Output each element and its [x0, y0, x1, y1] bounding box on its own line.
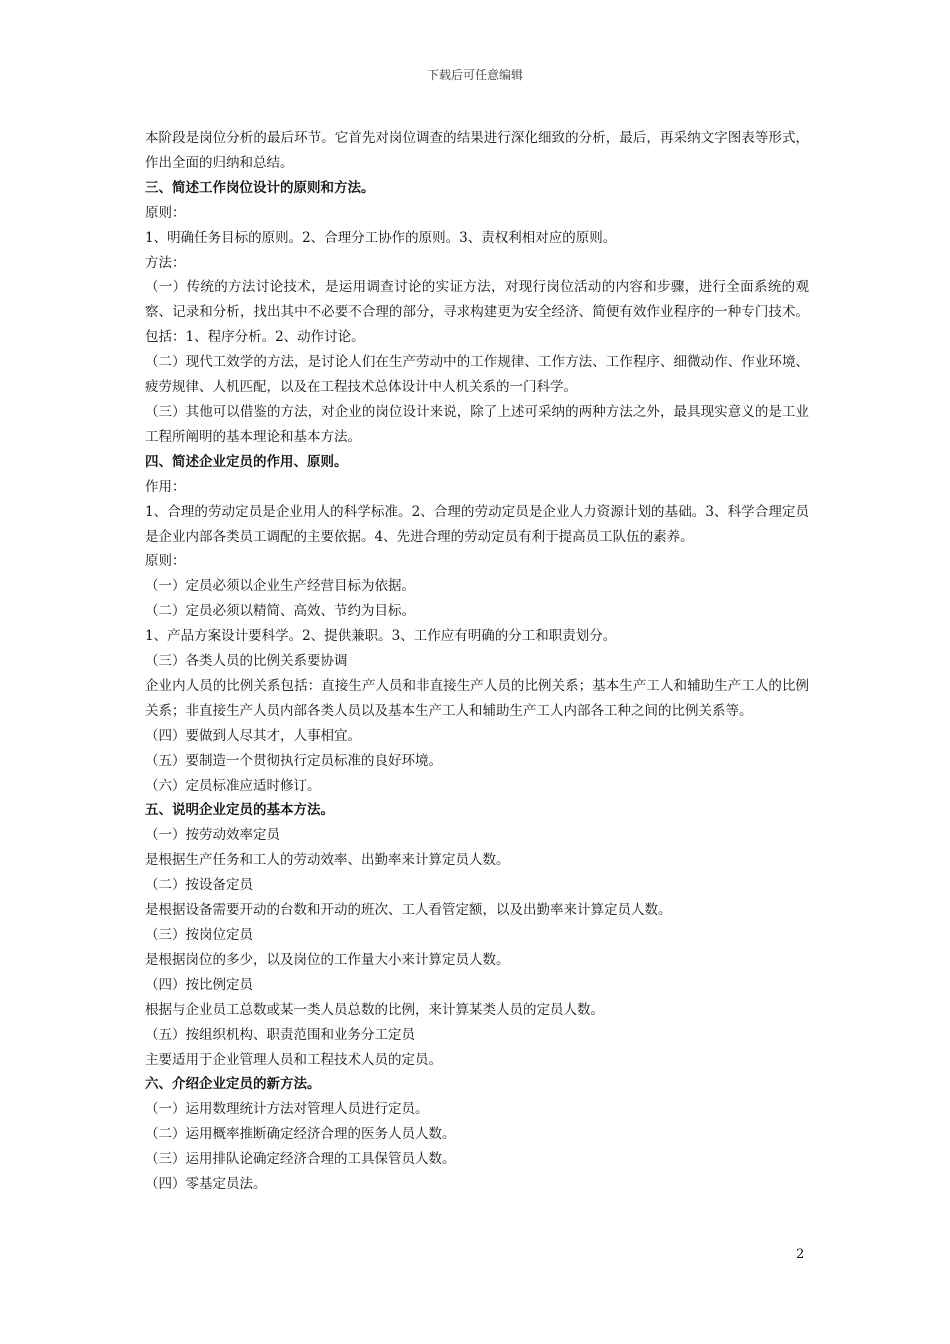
paragraph: （二）按设备定员 — [145, 877, 253, 894]
section-heading: 六、介绍企业定员的新方法。 — [145, 1076, 321, 1093]
paragraph: （四）按比例定员 — [145, 976, 253, 993]
paragraph: （二）运用概率推断确定经济合理的医务人员人数。 — [145, 1126, 456, 1143]
paragraph: （二）现代工效学的方法，是讨论人们在生产劳动中的工作规律、工作方法、工作程序、细微动作、作业环境、疲劳规律、人机匹配，以及在工程技术总体设计中人机关系的一门科学。 — [145, 354, 809, 396]
paragraph: 作用： — [145, 478, 186, 495]
paragraph: （三）其他可以借鉴的方法，对企业的岗位设计来说，除了上述可采纳的两种方法之外，最具现实意义的是工业工程所阐明的基本理论和基本方法。 — [145, 403, 809, 445]
paragraph: （一）传统的方法讨论技术，是运用调查讨论的实证方法，对现行岗位活动的内容和步骤，进行全面系统的观察、记录和分析，找出其中不必要不合理的部分，寻求构建更为安全经济、简便有效作业程序的一种专门技术。包括：1、程序分析。2、动作讨论。 — [145, 279, 809, 346]
paragraph: （一）运用数理统计方法对管理人员进行定员。 — [145, 1101, 429, 1118]
paragraph: （四）零基定员法。 — [145, 1176, 267, 1193]
paragraph: 是根据设备需要开动的台数和开动的班次、工人看管定额，以及出勤率来计算定员人数。 — [145, 902, 672, 919]
paragraph: 原则： — [145, 204, 186, 221]
page-number: 2 — [796, 1247, 805, 1262]
paragraph: （三）各类人员的比例关系要协调 — [145, 653, 348, 670]
paragraph: 1、合理的劳动定员是企业用人的科学标准。2、合理的劳动定员是企业人力资源计划的基础。3、科学合理定员是企业内部各类员工调配的主要依据。4、先进合理的劳动定员有利于提高员工队伍的素养。 — [145, 503, 809, 545]
paragraph: （六）定员标准应适时修订。 — [145, 777, 321, 794]
section-heading: 五、说明企业定员的基本方法。 — [145, 802, 334, 819]
paragraph: 1、产品方案设计要科学。2、提供兼职。3、工作应有明确的分工和职责划分。 — [145, 628, 617, 645]
paragraph: （三）运用排队论确定经济合理的工具保管员人数。 — [145, 1151, 456, 1168]
paragraph: 方法： — [145, 254, 186, 271]
document-body — [145, 126, 809, 1197]
paragraph: 是根据生产任务和工人的劳动效率、出勤率来计算定员人数。 — [145, 852, 510, 869]
paragraph: （一）定员必须以企业生产经营目标为依据。 — [145, 578, 415, 595]
paragraph: （五）按组织机构、职责范围和业务分工定员 — [145, 1026, 415, 1043]
page-header: 下载后可任意编辑 — [426, 68, 523, 82]
paragraph: 企业内人员的比例关系包括：直接生产人员和非直接生产人员的比例关系；基本生产工人和辅助生产工人的比例关系；非直接生产人员内部各类人员以及基本生产工人和辅助生产工人内部各工种之间的比例关系等。 — [145, 677, 809, 719]
paragraph: （一）按劳动效率定员 — [145, 827, 280, 844]
section-heading: 三、简述工作岗位设计的原则和方法。 — [145, 179, 375, 196]
paragraph: 原则： — [145, 553, 186, 570]
paragraph: （二）定员必须以精简、高效、节约为目标。 — [145, 603, 415, 620]
section-heading: 四、简述企业定员的作用、原则。 — [145, 453, 348, 470]
paragraph: 本阶段是岗位分析的最后环节。它首先对岗位调查的结果进行深化细致的分析，最后，再采纳文字图表等形式，作出全面的归纳和总结。 — [145, 130, 809, 171]
paragraph: 是根据岗位的多少，以及岗位的工作量大小来计算定员人数。 — [145, 951, 510, 968]
paragraph: 主要适用于企业管理人员和工程技术人员的定员。 — [145, 1051, 442, 1068]
paragraph: （五）要制造一个贯彻执行定员标准的良好环境。 — [145, 752, 442, 769]
paragraph: 1、明确任务目标的原则。2、合理分工协作的原则。3、责权利相对应的原则。 — [145, 229, 617, 246]
paragraph: （三）按岗位定员 — [145, 927, 253, 943]
paragraph: 根据与企业员工总数或某一类人员总数的比例，来计算某类人员的定员人数。 — [145, 1001, 604, 1018]
paragraph: （四）要做到人尽其才，人事相宜。 — [145, 727, 361, 744]
